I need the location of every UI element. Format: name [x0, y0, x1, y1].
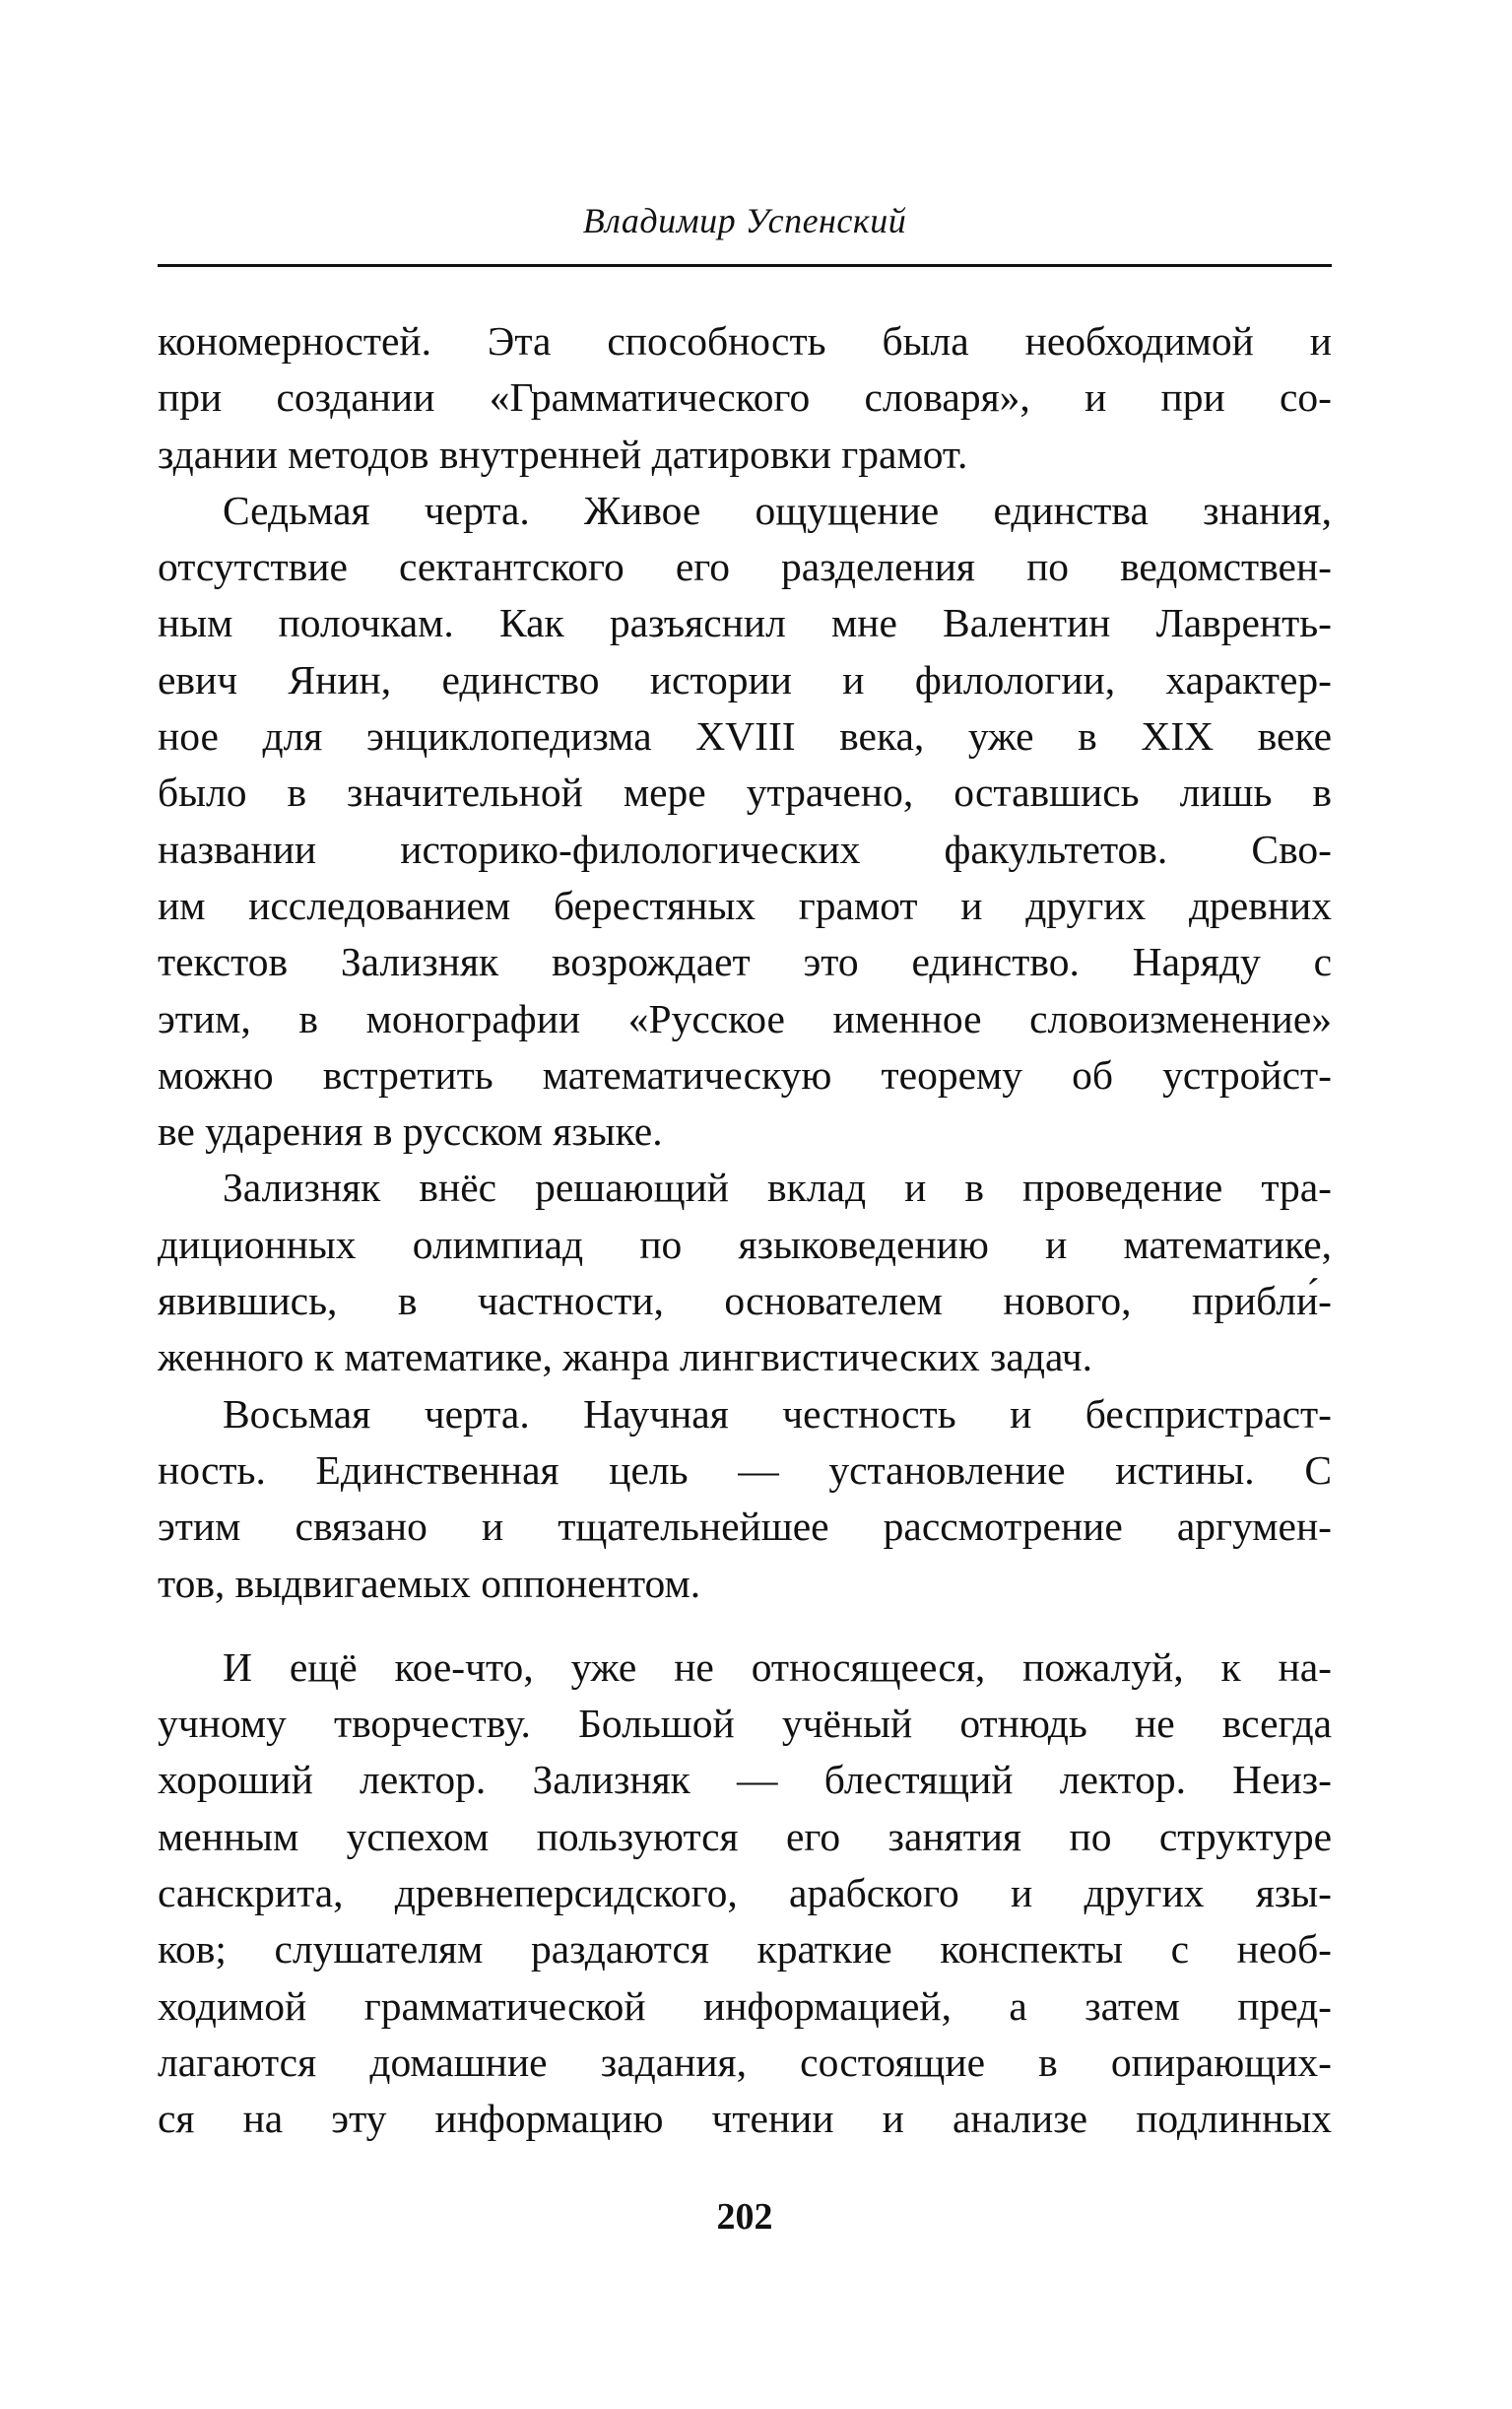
- text-line: можно встретить математическую теорему об устройст-: [158, 1051, 1332, 1098]
- header-rule: [158, 264, 1332, 267]
- text-line: этим связано и тщательнейшее рассмотрение аргумен-: [158, 1504, 1332, 1550]
- text-line: менным успехом пользуются его занятия по структуре: [158, 1813, 1332, 1859]
- text-line: диционных олимпиад по языковедению и математике,: [158, 1221, 1332, 1267]
- page-number: 202: [716, 2196, 773, 2238]
- text-line: хороший лектор. Зализняк — блестящий лектор. Неиз-: [158, 1757, 1332, 1803]
- text-line: лагаются домашние задания, состоящие в опирающих-: [158, 2039, 1332, 2085]
- text-line: ков; слушателям раздаются краткие конспекты с необ-: [158, 1926, 1332, 1973]
- text-line: им исследованием берестяных грамот и других древних: [158, 882, 1332, 928]
- text-line: было в значительной мере утрачено, оставшись лишь в: [158, 770, 1332, 816]
- text-line: явившись, в частности, основателем нового, прибли́-: [158, 1278, 1332, 1324]
- text-line: ное для энциклопедизма XVIII века, уже в XIX веке: [158, 713, 1332, 760]
- text-line: Восьмая черта. Научная честность и беспристраст-: [223, 1390, 1332, 1437]
- text-line: евич Янин, единство истории и филологии, характер-: [158, 656, 1332, 703]
- running-head-author: Владимир Успенский: [582, 201, 907, 240]
- text-line: ся на эту информацию чтении и анализе подлинных: [158, 2096, 1332, 2142]
- text-line: Зализняк внёс решающий вклад и в проведение тра-: [223, 1165, 1332, 1211]
- text-line: тов, выдвигаемых оппонентом.: [158, 1560, 701, 1606]
- section-gap: [158, 1612, 1332, 1639]
- text-line: Седьмая черта. Живое ощущение единства знания,: [223, 487, 1332, 533]
- text-line: ве ударения в русском языке.: [158, 1108, 663, 1155]
- text-line: кономерностей. Эта способность была необходимой и: [158, 318, 1332, 364]
- text-line: текстов Зализняк возрождает это единство. Наряду с: [158, 939, 1332, 985]
- text-line: учному творчеству. Большой учёный отнюдь не всегда: [158, 1701, 1332, 1747]
- text-line: И ещё кое-что, уже не относящееся, пожалуй, к на-: [223, 1643, 1332, 1690]
- body-text: [158, 313, 1332, 2148]
- text-line: ность. Единственная цель — установление истины. С: [158, 1446, 1332, 1493]
- text-line: ным полочкам. Как разъяснил мне Валентин Лавренть-: [158, 600, 1332, 646]
- text-line: этим, в монографии «Русское именное словоизменение»: [158, 995, 1332, 1041]
- text-line: ходимой грамматической информацией, а затем пред-: [158, 1982, 1332, 2029]
- text-line: санскрита, древнеперсидского, арабского и других язы-: [158, 1870, 1332, 1916]
- text-line: отсутствие сектантского его разделения по ведомствен-: [158, 544, 1332, 590]
- text-line: при создании «Грамматического словаря», и при со-: [158, 374, 1332, 421]
- text-line: здании методов внутренней датировки грамот.: [158, 431, 968, 477]
- text-line: женного к математике, жанра лингвистических задач.: [158, 1334, 1092, 1380]
- text-line: названии историко-филологических факультетов. Сво-: [158, 826, 1332, 872]
